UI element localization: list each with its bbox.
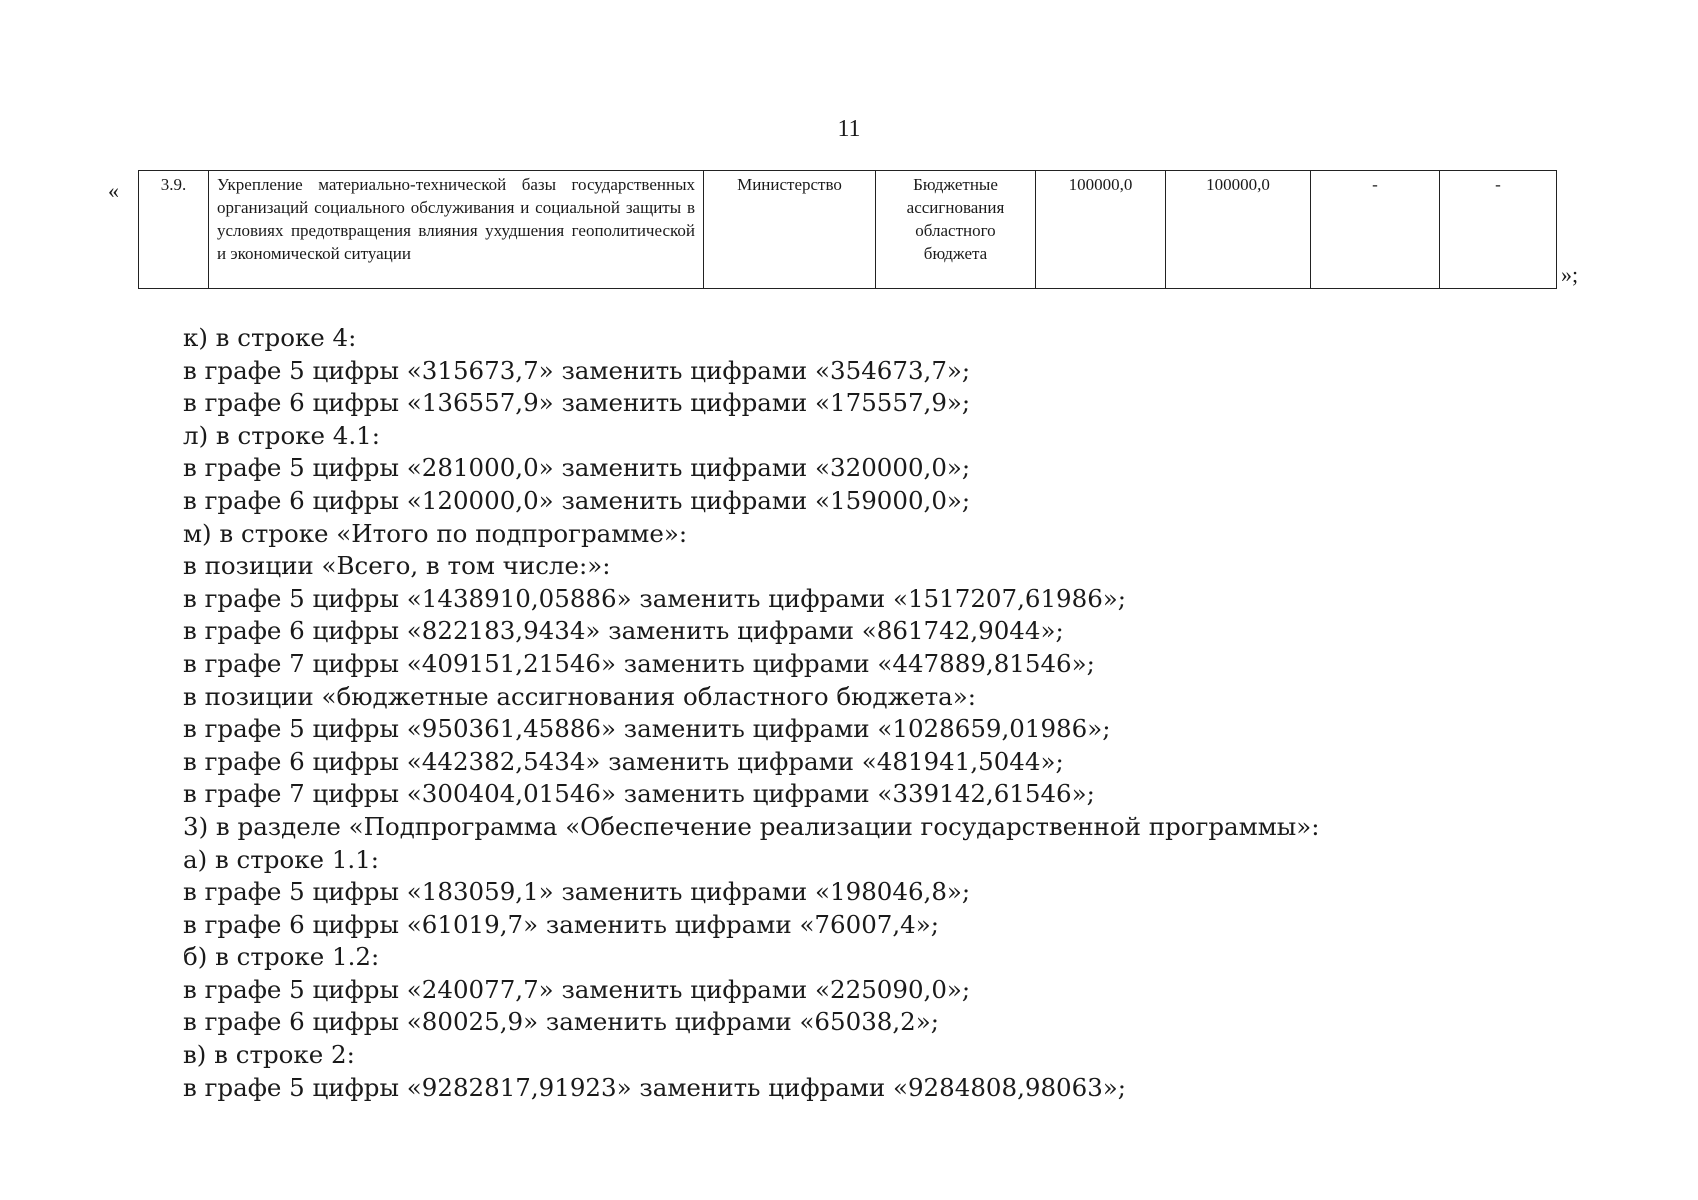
text-line: в позиции «Всего, в том числе:»: — [183, 551, 611, 581]
text-line: в) в строке 2: — [183, 1040, 355, 1070]
text-line: в графе 5 цифры «240077,7» заменить цифрами «225090,0»; — [183, 974, 971, 1004]
amendment-text-block — [183, 322, 1320, 1104]
page-number: 11 — [837, 116, 861, 142]
text-line: в графе 5 цифры «1438910,05886» заменить цифрами «1517207,61986»; — [183, 583, 1127, 613]
text-line: в графе 7 цифры «300404,01546» заменить цифрами «339142,61546»; — [183, 779, 1095, 809]
text-line: в графе 6 цифры «136557,9» заменить цифрами «175557,9»; — [183, 388, 971, 418]
text-line: в графе 5 цифры «281000,0» заменить цифрами «320000,0»; — [183, 453, 971, 483]
text-line: в позиции «бюджетные ассигнования областного бюджета»: — [183, 681, 977, 711]
text-line: в графе 6 цифры «442382,5434» заменить цифрами «481941,5044»; — [183, 746, 1064, 776]
text-line: а) в строке 1.1: — [183, 844, 380, 874]
row-year1-cell: 100000,0 — [1166, 171, 1311, 289]
row-total-cell: 100000,0 — [1036, 171, 1166, 289]
text-line: м) в строке «Итого по подпрограмме»: — [183, 518, 688, 548]
text-line: в графе 6 цифры «80025,9» заменить цифрами «65038,2»; — [183, 1007, 939, 1037]
text-line: л) в строке 4.1: — [183, 420, 381, 450]
row-year3-cell: - — [1440, 171, 1557, 289]
row-funding-source-cell: Бюджетные ассигнования областного бюджета — [876, 171, 1036, 289]
text-line: к) в строке 4: — [183, 323, 357, 352]
text-line: в графе 5 цифры «950361,45886» заменить цифрами «1028659,01986»; — [183, 714, 1111, 744]
text-line: в графе 6 цифры «61019,7» заменить цифрами «76007,4»; — [183, 909, 939, 939]
text-line: 3) в разделе «Подпрограмма «Обеспечение реализации государственной программы»: — [183, 811, 1320, 841]
row-number-cell: 3.9. — [139, 171, 209, 289]
text-line: в графе 5 цифры «315673,7» заменить цифрами «354673,7»; — [183, 355, 971, 385]
row-responsible-cell: Министерство — [704, 171, 876, 289]
text-line: б) в строке 1.2: — [183, 942, 380, 972]
table-row — [139, 171, 1557, 289]
row-description-cell: Укрепление материально-технической базы государственных организаций социального обслуживания и социальной защиты в условиях предотвращения влияния ухудшения геополитической и экономической ситуации — [209, 171, 704, 289]
text-line: в графе 5 цифры «183059,1» заменить цифрами «198046,8»; — [183, 877, 971, 907]
amendment-table — [138, 170, 1557, 289]
text-line: в графе 7 цифры «409151,21546» заменить цифрами «447889,81546»; — [183, 648, 1095, 678]
text-line: в графе 6 цифры «822183,9434» заменить цифрами «861742,9044»; — [183, 616, 1064, 646]
table-close-quote: »; — [1561, 262, 1579, 287]
text-line: в графе 5 цифры «9282817,91923» заменить цифрами «9284808,98063»; — [183, 1072, 1127, 1102]
text-line: в графе 6 цифры «120000,0» заменить цифрами «159000,0»; — [183, 485, 971, 515]
row-year2-cell: - — [1311, 171, 1440, 289]
table-open-quote: « — [108, 178, 119, 203]
